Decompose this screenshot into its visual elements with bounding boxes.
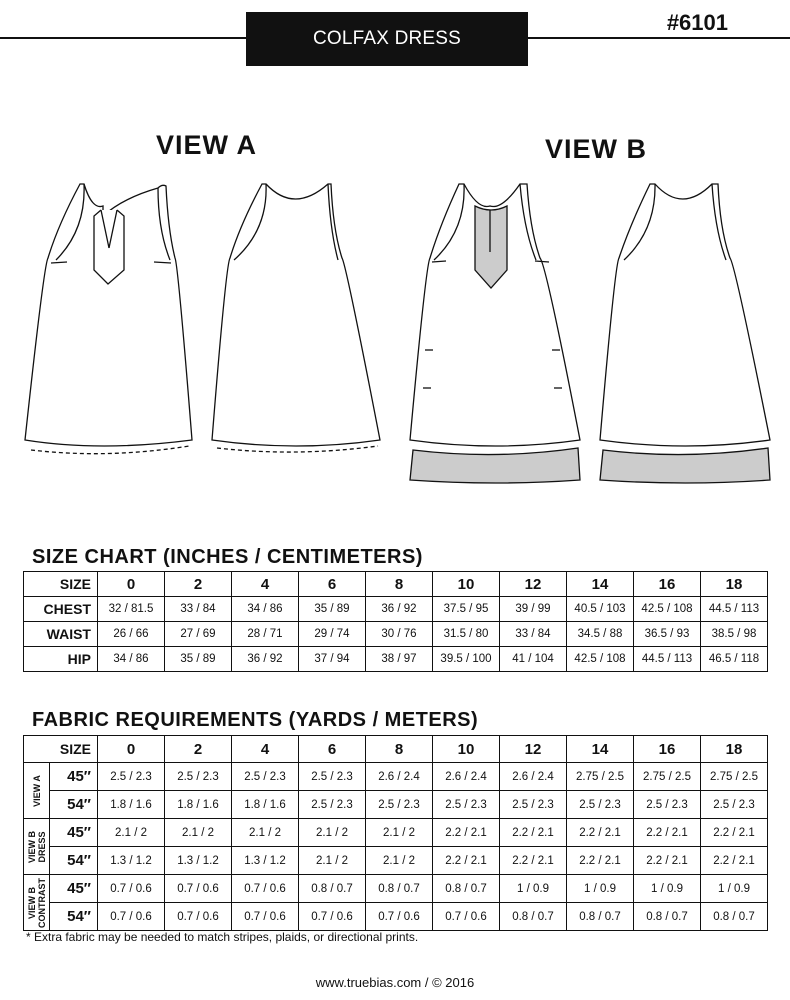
yardage-cell: 2.5 / 2.3: [232, 763, 299, 791]
measurement-cell: 39 / 99: [500, 597, 567, 622]
fabric-row-view-b-dress-54: [24, 847, 768, 875]
size-header-cell: 2: [165, 572, 232, 597]
size-chart-table: [23, 571, 768, 672]
yardage-cell: 1.8 / 1.6: [98, 791, 165, 819]
footer-credit: www.truebias.com / © 2016: [315, 975, 475, 990]
view-a-label: VIEW A: [156, 130, 258, 160]
group-label-view-b-contrast: [24, 875, 50, 931]
yardage-cell: 2.75 / 2.5: [701, 763, 768, 791]
group-label-text: VIEW B CONTRAST: [26, 877, 47, 928]
measurement-cell: 33 / 84: [165, 597, 232, 622]
size-header-cell: 10: [433, 736, 500, 763]
yardage-cell: 2.1 / 2: [299, 819, 366, 847]
measurement-cell: 41 / 104: [500, 647, 567, 672]
yardage-cell: 2.5 / 2.3: [98, 763, 165, 791]
yardage-cell: 2.1 / 2: [366, 847, 433, 875]
fabric-row-view-b-contrast-45: [24, 875, 768, 903]
fabric-row-view-a-54: [24, 791, 768, 819]
measurement-cell: 36 / 92: [232, 647, 299, 672]
measurement-cell: 46.5 / 118: [701, 647, 768, 672]
yardage-cell: 1 / 0.9: [567, 875, 634, 903]
size-chart-row-hip: [24, 647, 768, 672]
yardage-cell: 0.7 / 0.6: [165, 903, 232, 931]
size-chart-row-waist: [24, 622, 768, 647]
measurement-cell: 34.5 / 88: [567, 622, 634, 647]
fabric-footnote: * Extra fabric may be needed to match stripes, plaids, or directional prints.: [26, 930, 419, 944]
measurement-cell: 34 / 86: [232, 597, 299, 622]
measurement-cell: 35 / 89: [299, 597, 366, 622]
group-label-text: VIEW A: [31, 774, 42, 807]
view-b-front-drawing: [410, 184, 580, 483]
yardage-cell: 2.75 / 2.5: [634, 763, 701, 791]
yardage-cell: 2.2 / 2.1: [634, 819, 701, 847]
row-label: WAIST: [24, 622, 98, 647]
yardage-cell: 2.5 / 2.3: [567, 791, 634, 819]
yardage-cell: 2.2 / 2.1: [701, 819, 768, 847]
yardage-cell: 2.5 / 2.3: [299, 791, 366, 819]
size-chart-row-chest: [24, 597, 768, 622]
row-label: CHEST: [24, 597, 98, 622]
measurement-cell: 26 / 66: [98, 622, 165, 647]
view-a-front-drawing: [25, 184, 192, 454]
yardage-cell: 2.2 / 2.1: [500, 847, 567, 875]
measurement-cell: 38.5 / 98: [701, 622, 768, 647]
fabric-width-label: 54″: [50, 847, 98, 875]
yardage-cell: 1.3 / 1.2: [98, 847, 165, 875]
yardage-cell: 2.6 / 2.4: [433, 763, 500, 791]
size-header-cell: 8: [366, 736, 433, 763]
size-header-cell: 8: [366, 572, 433, 597]
yardage-cell: 2.2 / 2.1: [701, 847, 768, 875]
size-chart-title: SIZE CHART (INCHES / CENTIMETERS): [32, 546, 423, 568]
yardage-cell: 2.75 / 2.5: [567, 763, 634, 791]
yardage-cell: 1 / 0.9: [634, 875, 701, 903]
measurement-cell: 39.5 / 100: [433, 647, 500, 672]
size-header-cell: 10: [433, 572, 500, 597]
yardage-cell: 2.5 / 2.3: [299, 763, 366, 791]
size-header-label: SIZE: [24, 572, 98, 597]
measurement-cell: 38 / 97: [366, 647, 433, 672]
yardage-cell: 0.7 / 0.6: [433, 903, 500, 931]
yardage-cell: 0.8 / 0.7: [567, 903, 634, 931]
yardage-cell: 2.5 / 2.3: [165, 763, 232, 791]
size-header-cell: 18: [701, 736, 768, 763]
yardage-cell: 1.8 / 1.6: [232, 791, 299, 819]
group-label-view-a: [24, 763, 50, 819]
size-header-cell: 0: [98, 572, 165, 597]
fabric-width-label: 54″: [50, 903, 98, 931]
measurement-cell: 36 / 92: [366, 597, 433, 622]
fabric-width-label: 45″: [50, 875, 98, 903]
yardage-cell: 0.8 / 0.7: [500, 903, 567, 931]
size-header-cell: 18: [701, 572, 768, 597]
measurement-cell: 40.5 / 103: [567, 597, 634, 622]
fabric-row-view-b-dress-45: [24, 819, 768, 847]
size-header-cell: 4: [232, 572, 299, 597]
fabric-width-label: 54″: [50, 791, 98, 819]
fabric-header-row: [24, 736, 768, 763]
size-header-label: SIZE: [24, 736, 98, 763]
size-header-cell: 4: [232, 736, 299, 763]
yardage-cell: 2.1 / 2: [299, 847, 366, 875]
measurement-cell: 29 / 74: [299, 622, 366, 647]
yardage-cell: 1 / 0.9: [500, 875, 567, 903]
yardage-cell: 2.2 / 2.1: [500, 819, 567, 847]
measurement-cell: 27 / 69: [165, 622, 232, 647]
yardage-cell: 0.7 / 0.6: [98, 903, 165, 931]
measurement-cell: 42.5 / 108: [634, 597, 701, 622]
yardage-cell: 2.2 / 2.1: [433, 847, 500, 875]
measurement-cell: 42.5 / 108: [567, 647, 634, 672]
measurement-cell: 28 / 71: [232, 622, 299, 647]
yardage-cell: 2.5 / 2.3: [500, 791, 567, 819]
group-label-text: VIEW B DRESS: [26, 830, 47, 863]
garment-illustrations: [0, 170, 790, 490]
fabric-requirements-table: [23, 735, 768, 931]
yardage-cell: 2.5 / 2.3: [701, 791, 768, 819]
yardage-cell: 2.2 / 2.1: [567, 819, 634, 847]
size-header-cell: 6: [299, 736, 366, 763]
measurement-cell: 37 / 94: [299, 647, 366, 672]
header-rule-right: [528, 37, 790, 39]
yardage-cell: 0.8 / 0.7: [299, 875, 366, 903]
size-header-cell: 14: [567, 736, 634, 763]
yardage-cell: 0.7 / 0.6: [98, 875, 165, 903]
measurement-cell: 36.5 / 93: [634, 622, 701, 647]
yardage-cell: 2.2 / 2.1: [433, 819, 500, 847]
yardage-cell: 2.1 / 2: [165, 819, 232, 847]
size-header-cell: 14: [567, 572, 634, 597]
yardage-cell: 2.5 / 2.3: [634, 791, 701, 819]
yardage-cell: 1.3 / 1.2: [232, 847, 299, 875]
yardage-cell: 2.6 / 2.4: [366, 763, 433, 791]
yardage-cell: 0.7 / 0.6: [299, 903, 366, 931]
yardage-cell: 0.8 / 0.7: [634, 903, 701, 931]
size-header-cell: 2: [165, 736, 232, 763]
yardage-cell: 2.2 / 2.1: [567, 847, 634, 875]
size-header-cell: 16: [634, 572, 701, 597]
size-header-cell: 12: [500, 572, 567, 597]
view-b-back-drawing: [600, 184, 770, 483]
yardage-cell: 2.6 / 2.4: [500, 763, 567, 791]
size-chart-header-row: [24, 572, 768, 597]
yardage-cell: 0.8 / 0.7: [433, 875, 500, 903]
yardage-cell: 2.1 / 2: [98, 819, 165, 847]
yardage-cell: 1.8 / 1.6: [165, 791, 232, 819]
yardage-cell: 1 / 0.9: [701, 875, 768, 903]
yardage-cell: 0.7 / 0.6: [165, 875, 232, 903]
size-header-cell: 12: [500, 736, 567, 763]
yardage-cell: 1.3 / 1.2: [165, 847, 232, 875]
measurement-cell: 30 / 76: [366, 622, 433, 647]
measurement-cell: 44.5 / 113: [701, 597, 768, 622]
yardage-cell: 0.7 / 0.6: [232, 903, 299, 931]
yardage-cell: 2.1 / 2: [366, 819, 433, 847]
yardage-cell: 2.2 / 2.1: [634, 847, 701, 875]
yardage-cell: 0.7 / 0.6: [366, 903, 433, 931]
view-b-label: VIEW B: [545, 134, 648, 164]
yardage-cell: 0.7 / 0.6: [232, 875, 299, 903]
size-header-cell: 16: [634, 736, 701, 763]
measurement-cell: 32 / 81.5: [98, 597, 165, 622]
pattern-title: COLFAX DRESS: [246, 12, 528, 66]
measurement-cell: 31.5 / 80: [433, 622, 500, 647]
fabric-requirements-title: FABRIC REQUIREMENTS (YARDS / METERS): [32, 709, 479, 731]
measurement-cell: 44.5 / 113: [634, 647, 701, 672]
fabric-row-view-b-contrast-54: [24, 903, 768, 931]
measurement-cell: 33 / 84: [500, 622, 567, 647]
size-header-cell: 6: [299, 572, 366, 597]
yardage-cell: 0.8 / 0.7: [701, 903, 768, 931]
measurement-cell: 35 / 89: [165, 647, 232, 672]
yardage-cell: 2.5 / 2.3: [366, 791, 433, 819]
fabric-width-label: 45″: [50, 763, 98, 791]
fabric-row-view-a-45: [24, 763, 768, 791]
yardage-cell: 2.5 / 2.3: [433, 791, 500, 819]
size-header-cell: 0: [98, 736, 165, 763]
fabric-width-label: 45″: [50, 819, 98, 847]
yardage-cell: 0.8 / 0.7: [366, 875, 433, 903]
measurement-cell: 34 / 86: [98, 647, 165, 672]
header-rule-left: [0, 37, 246, 39]
pattern-number: #6101: [666, 10, 728, 35]
measurement-cell: 37.5 / 95: [433, 597, 500, 622]
yardage-cell: 2.1 / 2: [232, 819, 299, 847]
view-a-back-drawing: [212, 184, 380, 452]
group-label-view-b-dress: [24, 819, 50, 875]
row-label: HIP: [24, 647, 98, 672]
